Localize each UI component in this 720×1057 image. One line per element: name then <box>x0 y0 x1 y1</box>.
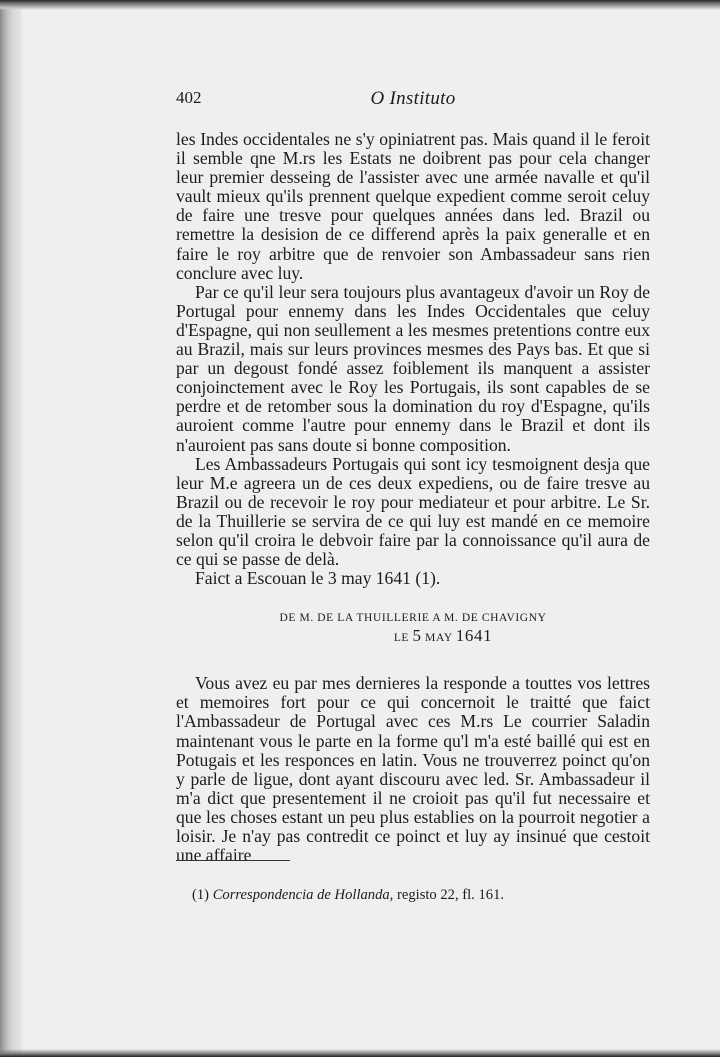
paragraph-1: les Indes occidentales ne s'y opiniatrent pas. Mais quand il le feroit il semble qne M.rs les Estats ne doibrent pas pour cela changer leur premier desseing de l'assister avec une armée navalle et qu'il vault mieux qu'ils prennent quelque expedient comme seroit celuy de faire une tresve pour quelques années dans led. Brazil ou remettre la desision de ce differend après la paix generalle et en faire le roy arbitre que de renvoier son Ambassadeur sans rien conclure avec luy. <box>176 129 650 283</box>
dateline-paragraph: Faict a Escouan le 3 may 1641 (1). <box>195 568 441 589</box>
letter-heading-line-1: DE M. DE LA THUILLERIE A M. DE CHAVIGNY <box>279 612 547 625</box>
paragraph-2: Par ce qu'il leur sera toujours plus avantageux d'avoir un Roy de Portugal pour ennemy dans les Indes Occidentales que celuy d'Espagne, qui non seullement a les mesmes pretentions contre eux au Brazil, mais sur leurs provinces mesmes des Pays bas. Et que si par un degoust fondé assez foiblement ils manquent a assister conjoinctement avec le Roy les Portugais, ils sont capables de se perdre et de retomber sous la domination du roy d'Espagne, qu'ils auroient comme l'autre pour ennemy dans le Brazil et dont ils n'auroient pas sans doute si bonne composition. <box>176 281 650 455</box>
footnote-source: Correspondencia de Hollanda, <box>212 887 394 903</box>
date-year: 1641 <box>455 626 493 646</box>
date-month: MAY <box>425 632 453 645</box>
paragraph-3: Les Ambassadeurs Portugais qui sont icy tesmoignent desja que leur M.e agreera un de ces deux expediens, ou de faire tresve au Brazil ou de recevoir le roy pour mediateur et pour arbitre. Le Sr. de la Thuillerie se servira de ce qui luy est mandé en ce memoire selon qu'il croira le debvoir faire par la connoissance qu'il aura de ce qui se passe de delà. <box>176 453 650 570</box>
running-title: O Instituto <box>370 88 456 109</box>
date-prefix: LE <box>393 632 410 645</box>
footnote <box>192 886 652 904</box>
footnote-divider <box>176 860 290 861</box>
letter-heading-date <box>236 627 650 647</box>
letter-paragraph: Vous avez eu par mes dernieres la responde a touttes vos lettres et memoires fort pour ce qui concernoit le traitté que faict l'Ambassadeur de Portugal avec ces M.rs Le courrier Saladin maintenant vous le parte en la forme qu'l m'a esté baillé qui est en Potugais et les responces en latin. Vous ne trouverrez poinct qu'on y parle de ligue, dont ayant discouru avec led. Sr. Ambassadeur il m'a dict que presentement il ne croioit pas qu'il fut necessaire et que les choses estant un peu plus establies on la pourroit negotier a loisir. Je n'ay pas contredit ce poinct et luy ay insinué que cestoit une affaire <box>176 673 650 866</box>
running-header <box>176 88 650 114</box>
main-text <box>176 130 650 865</box>
letter-heading <box>176 610 650 647</box>
page-number: 402 <box>176 88 202 107</box>
date-day: 5 <box>412 626 422 646</box>
page-gutter-shadow <box>0 0 22 1057</box>
footnote-reference: registo 22, fl. 161. <box>397 887 505 903</box>
page-top-edge <box>0 0 720 10</box>
page-bottom-edge <box>0 1049 720 1057</box>
footnote-marker: (1) <box>192 887 210 903</box>
